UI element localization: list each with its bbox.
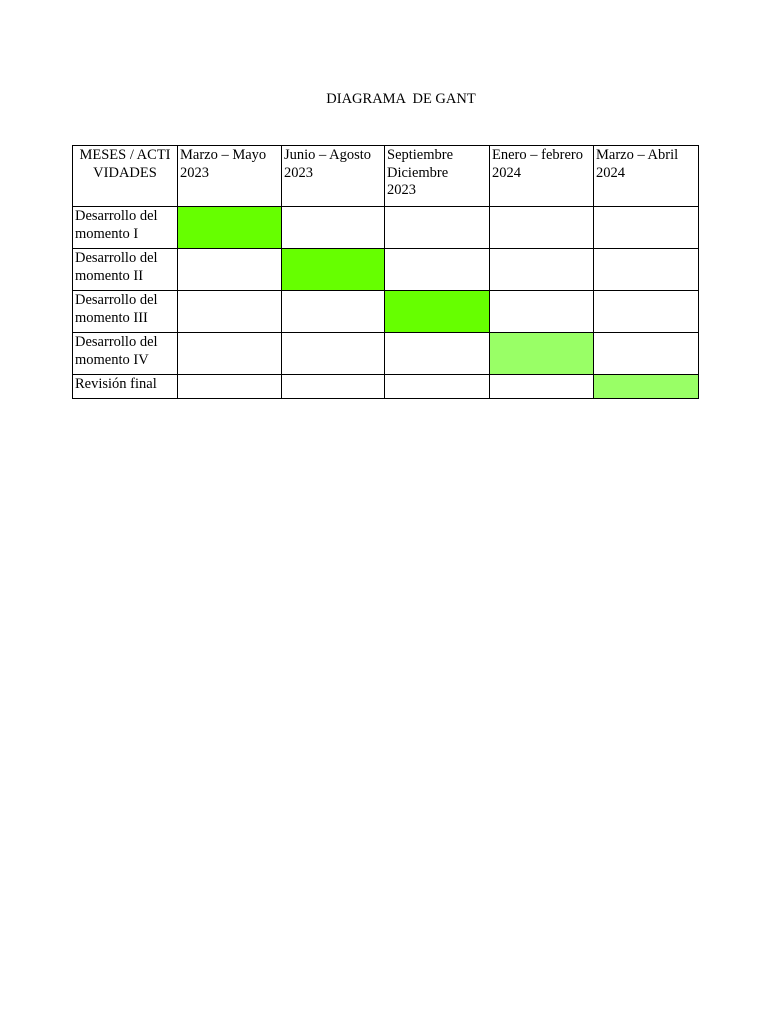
gantt-bar [490, 333, 594, 375]
document-title: DIAGRAMA DE GANT [326, 91, 476, 107]
period-header [594, 146, 699, 207]
gantt-cell [385, 375, 490, 399]
gantt-cell [594, 207, 699, 249]
period-label: Septiembre Diciembre 2023 [387, 147, 454, 198]
activity-row [73, 249, 699, 291]
period-header [282, 146, 385, 207]
period-header [385, 146, 490, 207]
activity-label: Desarrollo del momento I [73, 207, 178, 249]
gantt-cell [594, 333, 699, 375]
period-header [178, 146, 282, 207]
activity-label: Desarrollo del momento IV [73, 333, 178, 375]
corner-header: MESES / ACTIVIDADES [73, 146, 178, 207]
gantt-cell [385, 333, 490, 375]
gantt-cell [490, 249, 594, 291]
period-label: Marzo – Abril 2024 [596, 147, 679, 181]
gantt-table [72, 145, 699, 399]
gantt-cell [490, 291, 594, 333]
header-row [73, 146, 699, 207]
gantt-cell [282, 291, 385, 333]
gantt-cell [178, 375, 282, 399]
gantt-cell [282, 333, 385, 375]
gantt-cell [490, 375, 594, 399]
activity-row [73, 291, 699, 333]
period-header [490, 146, 594, 207]
gantt-cell [282, 375, 385, 399]
gantt-cell [178, 291, 282, 333]
period-label: Marzo – Mayo 2023 [180, 147, 267, 181]
gantt-cell [178, 249, 282, 291]
gantt-bar [385, 291, 490, 333]
gantt-cell [178, 333, 282, 375]
activity-label: Desarrollo del momento II [73, 249, 178, 291]
period-label: Junio – Agosto 2023 [284, 147, 372, 181]
gantt-cell [594, 249, 699, 291]
activity-label: Revisión final [73, 375, 178, 399]
gantt-bar [178, 207, 282, 249]
gantt-cell [594, 291, 699, 333]
gantt-bar [282, 249, 385, 291]
period-label: Enero – febrero 2024 [492, 147, 583, 181]
gantt-cell [490, 207, 594, 249]
activity-row [73, 375, 699, 399]
activity-label: Desarrollo del momento III [73, 291, 178, 333]
activity-row [73, 207, 699, 249]
gantt-cell [282, 207, 385, 249]
activity-row [73, 333, 699, 375]
gantt-cell [385, 249, 490, 291]
gantt-cell [385, 207, 490, 249]
gantt-bar [594, 375, 699, 399]
